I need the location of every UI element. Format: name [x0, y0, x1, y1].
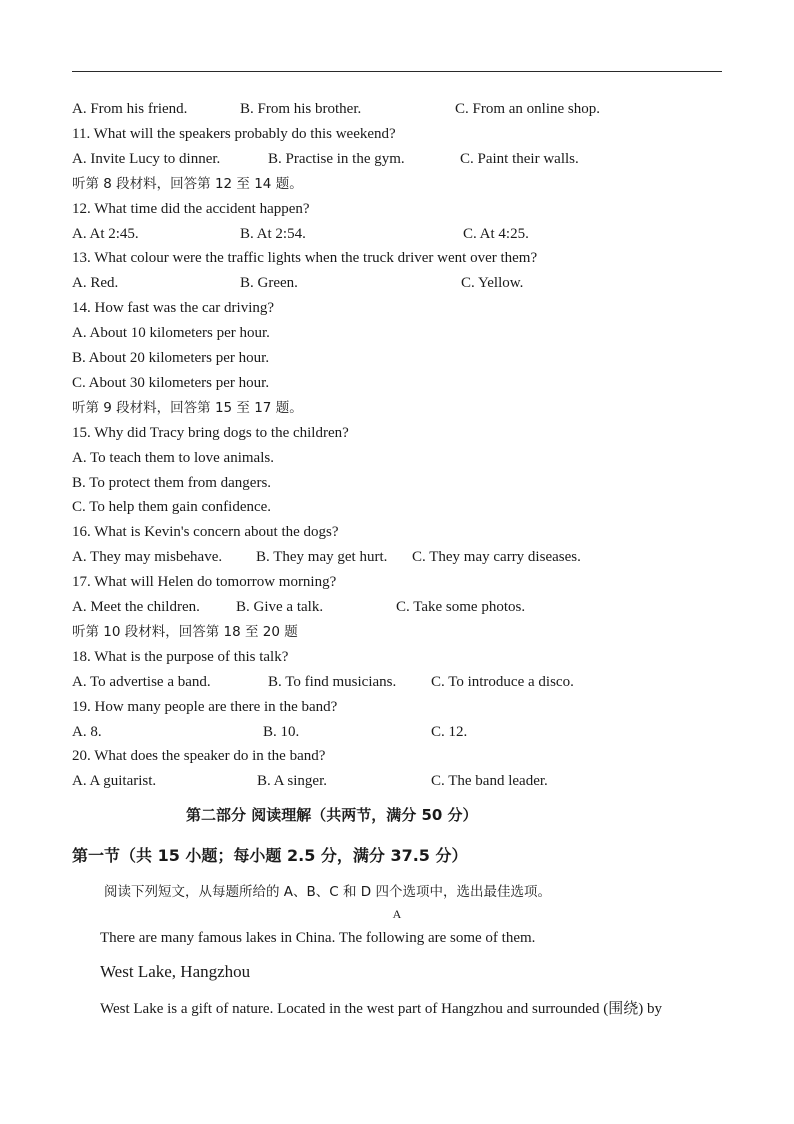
passage-label: A: [392, 907, 402, 921]
question-line: 19. How many people are there in the band?: [72, 699, 338, 715]
section-instruction: 听第 9 段材料，回答第 15 至 17 题。: [72, 400, 303, 416]
question-line: B. To protect them from dangers.: [72, 475, 272, 491]
answer-option: C. From an online shop.: [455, 101, 600, 117]
answer-option: A. They may misbehave.: [72, 549, 223, 565]
answer-option: C. 12.: [431, 724, 468, 740]
section-instruction: 听第 8 段材料，回答第 12 至 14 题。: [72, 176, 303, 192]
answer-option: A. Meet the children.: [72, 599, 200, 615]
question-line: B. About 20 kilometers per hour.: [72, 350, 270, 366]
answer-option: C. At 4:25.: [463, 226, 529, 242]
answer-option: B. From his brother.: [240, 101, 362, 117]
top-rule: [72, 71, 722, 72]
passage-paragraph: West Lake is a gift of nature. Located in the west part of Hangzhou and surrounded (围绕) by: [100, 1001, 662, 1017]
question-line: C. To help them gain confidence.: [72, 499, 272, 515]
answer-option: B. 10.: [263, 724, 300, 740]
question-line: A. To teach them to love animals.: [72, 450, 274, 466]
answer-option: A. 8.: [72, 724, 102, 740]
answer-option: C. Yellow.: [461, 275, 524, 291]
answer-option: A. Invite Lucy to dinner.: [72, 151, 221, 167]
answer-option: C. The band leader.: [431, 773, 548, 789]
question-line: 18. What is the purpose of this talk?: [72, 649, 289, 665]
instruction: 阅读下列短文，从每题所给的 A、B、C 和 D 四个选项中，选出最佳选项。: [104, 884, 551, 900]
passage-subheading: West Lake, Hangzhou: [100, 962, 251, 981]
question-line: 15. Why did Tracy bring dogs to the children?: [72, 425, 349, 441]
question-line: 14. How fast was the car driving?: [72, 300, 275, 316]
answer-option: C. To introduce a disco.: [431, 674, 574, 690]
answer-option: B. Green.: [240, 275, 298, 291]
answer-option: A. Red.: [72, 275, 119, 291]
answer-option: A. At 2:45.: [72, 226, 139, 242]
part-heading: 第二部分 阅读理解（共两节，满分 50 分）: [186, 806, 478, 824]
answer-option: C. Take some photos.: [396, 599, 526, 615]
section-heading: 第一节（共 15 小题；每小题 2.5 分，满分 37.5 分）: [72, 846, 468, 865]
question-line: 11. What will the speakers probably do this weekend?: [72, 126, 396, 142]
question-line: 17. What will Helen do tomorrow morning?: [72, 574, 337, 590]
answer-option: C. Paint their walls.: [460, 151, 579, 167]
answer-option: B. A singer.: [257, 773, 328, 789]
answer-option: A. A guitarist.: [72, 773, 157, 789]
passage-intro: There are many famous lakes in China. The following are some of them.: [100, 930, 536, 946]
question-line: 12. What time did the accident happen?: [72, 201, 310, 217]
question-line: A. About 10 kilometers per hour.: [72, 325, 270, 341]
answer-option: A. From his friend.: [72, 101, 188, 117]
answer-option: B. Give a talk.: [236, 599, 324, 615]
answer-option: A. To advertise a band.: [72, 674, 211, 690]
answer-option: B. At 2:54.: [240, 226, 306, 242]
answer-option: B. They may get hurt.: [256, 549, 388, 565]
question-line: 20. What does the speaker do in the band?: [72, 748, 326, 764]
question-line: 16. What is Kevin's concern about the dogs?: [72, 524, 339, 540]
section-instruction: 听第 10 段材料，回答第 18 至 20 题: [72, 624, 298, 640]
question-line: C. About 30 kilometers per hour.: [72, 375, 270, 391]
answer-option: C. They may carry diseases.: [412, 549, 581, 565]
question-line: 13. What colour were the traffic lights when the truck driver went over them?: [72, 250, 538, 266]
answer-option: B. To find musicians.: [268, 674, 397, 690]
answer-option: B. Practise in the gym.: [268, 151, 405, 167]
